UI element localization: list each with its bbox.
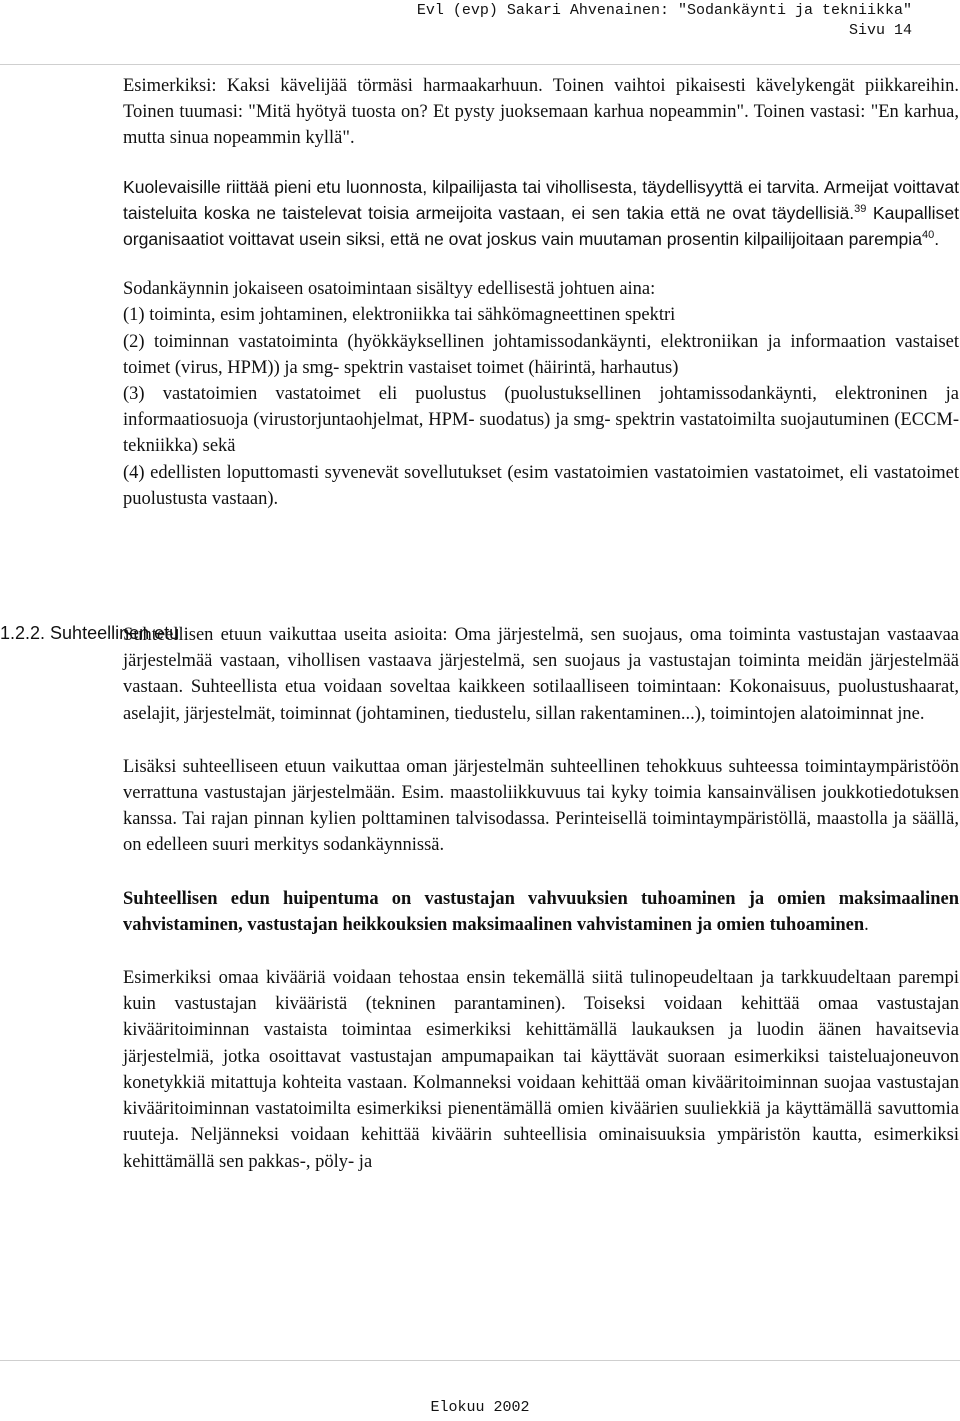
text-run: . xyxy=(864,914,869,935)
text-run: . xyxy=(934,229,940,250)
list-item-1: (1) toiminta, esim johtaminen, elektroniikka tai sähkömagneettinen spektri xyxy=(123,305,676,326)
list-item-4: (4) edellisten loputtomasti syvenevät sovellutukset (esim vastatoimien vastatoimien vastatoimet, eli vastatoimet puolustusta vastaan). xyxy=(123,462,959,509)
paragraph-culmination xyxy=(123,886,959,938)
list-item-2: (2) toiminnan vastatoiminta (hyökkäyksellinen johtamissodankäynti, elektroniikan ja informaation vastaiset toimet (virus, HPM)) ja smg- spektrin vastaiset toimet (häirintä, harhautus) xyxy=(123,331,959,378)
document-title: Evl (evp) Sakari Ahvenainen: "Sodankäynti ja tekniikka" xyxy=(416,2,912,19)
document-body xyxy=(123,73,959,1175)
list-item-3: (3) vastatoimien vastatoimet eli puolustus (puolustuksellinen johtamissodankäynti, elektroninen ja informaatiosuoja (virustorjuntaohjelmat, HPM- suodatus) ja smg- spektrin vastatoimilta suojautuminen (ECCM- tekniikka) sekä xyxy=(123,384,959,457)
list-intro: Sodankäynnin jokaiseen osatoimintaan sisältyy edellisestä johtuen aina: xyxy=(123,279,656,300)
bold-statement: Suhteellisen edun huipentuma on vastustajan vahvuuksien tuhoaminen ja omien maksimaalinen vahvistaminen, vastustajan heikkouksien maksimaalinen vahvistaminen ja omien tuhoaminen xyxy=(123,888,959,935)
text-run: Kuolevaisille riittää pieni etu luonnosta, kilpailijasta tai vihollisesta, täydellisyyttä ei tarvita. Armeijat voittavat taisteluita koska ne taistelevat toisia armeijoita vastaan, ei sen takia että ne ovat täydellisiä. xyxy=(123,176,959,223)
page-footer xyxy=(0,1360,960,1421)
paragraph-rifle-example: Esimerkiksi omaa kivääriä voidaan tehostaa ensin tekemällä siitä tulinopeudeltaan ja tarkkuudeltaan parempi kuin vastustajan kivääristä (tekninen parantaminen). Toiseksi voidaan kehittää omaa vastustajan kivääritoiminnan vastaista toimintaa esimerkiksi kehittämällä laukauksen ja luodin äänen havaitsevia järjestelmiä, jotka osoittavat vastustajan ampumapaikan tai käyttävät suoraan esimerkiksi taisteluajoneuvon konetykkiä mitattuja kohteita vastaan. Kolmanneksi voidaan kehittää oman kivääritoiminnan suojaa vastustajan kivääritoiminnan vastatoimilta esimerkiksi pienentämällä omien kiväärien suuliekkiä ja käyttämällä savuttomia ruuteja. Neljänneksi voidaan kehittää kiväärin suhteellisia ominaisuuksia ympäristön kautta, esimerkiksi kehittämällä sen pakkas-, pöly- ja xyxy=(123,968,959,1172)
text-run: Kaupalliset organisaatiot voittavat usein siksi, että ne ovat joskus vain muutaman prosentin kilpailijoitaan parempia xyxy=(123,202,959,250)
paragraph-small-advantage xyxy=(123,174,959,253)
page-header xyxy=(0,0,960,65)
footnote-ref-39: 39 xyxy=(854,202,867,215)
paragraph-example-bears: Esimerkiksi: Kaksi kävelijää törmäsi harmaakarhuun. Toinen vaihtoi pikaisesti kävelykengät piikkareihin. Toinen tuumasi: "Mitä hyötyä tuosta on? Et pysty juoksemaan karhua nopeammin". Toinen vastasi: "En karhua, mutta sinua nopeammin kyllä". xyxy=(123,76,959,149)
footer-date: Elokuu 2002 xyxy=(430,1399,530,1416)
paragraph-environment: Lisäksi suhteelliseen etuun vaikuttaa oman järjestelmän suhteellinen tehokkuus suhteessa toimintaympäristöön verrattuna vastustajan järjestelmään. Esim. maastoliikkuvuus tai kyky toimia kansainvälisen joukkotiedotuksen kanssa. Tai rajan pinnan kylien polttaminen talvisodassa. Perinteisellä toimintaympäristöllä, maastolla ja säällä, on edelleen suuri merkitys sodankäynnissä. xyxy=(123,756,959,856)
footnote-ref-40: 40 xyxy=(922,229,935,242)
paragraph-factors: Suhteellisen etuun vaikuttaa useita asioita: Oma järjestelmä, sen suojaus, oma toiminta vastustajan vastaavaa järjestelmää vastaan, vihollisen vastaava järjestelmä, sen suojaus ja vastustajan toiminta meidän järjestelmää vastaan. Suhteellista etua voidaan soveltaa kaikkeen sotilaalliseen toimintaan: Kokonaisuus, puolustushaarat, aselajit, järjestelmät, toiminnat (johtaminen, tiedustelu, sillan rakentaminen...), toimintojen alatoiminnat jne. xyxy=(123,625,959,724)
section-heading: 1.2.2. Suhteellinen etu xyxy=(0,623,180,643)
page-number: Sivu 14 xyxy=(848,22,912,39)
